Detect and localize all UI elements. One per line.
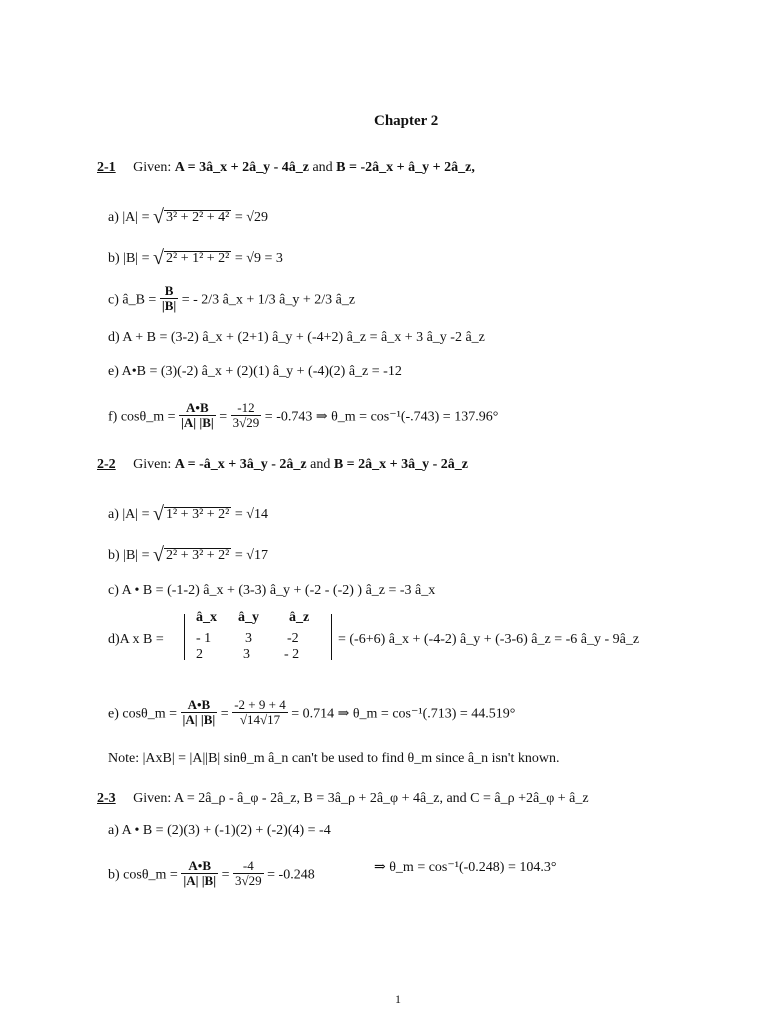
matrix-cell: 3 [245,631,252,646]
page-number: 1 [395,992,401,1006]
problem-2-1-f: f) cosθ_m = $\frac{A•B}{|A| |B|}$ = $\frac{-12}{3√29}$ = -0.743 ⇒ θ_m = cos⁻¹(-.743) = 137.96° [108,400,499,430]
matrix-cell: - 2 [284,647,300,662]
given-label: Given: [133,457,172,472]
sqrt-expression: √ 2² + 3² + 2² [153,544,230,566]
matrix-cell: â_y [238,610,259,625]
matrix-cell: 2 [196,647,203,662]
given-vector-b: B = 2â_x + 3â_y - 2â_z [333,457,469,472]
sqrt-expression: √ 3² + 2² + 4² [153,206,230,228]
result: = √14 [234,507,268,522]
problem-2-3-b: b) cosθ_m = $\frac{A•B}{|A| |B|}$ = $\frac{-4}{3√29}$ = -0.248 [108,858,315,888]
matrix-cell: -2 [287,631,299,646]
part-label: f) cosθ_m = [108,409,176,425]
result: = √29 [234,210,268,225]
result: = -0.743 ⇒ θ_m = cos⁻¹(-.743) = 137.96° [264,409,499,425]
fraction: $\frac{-2 + 9 + 4}{√14√17}$ [234,697,286,727]
problem-label: 2-1 [97,160,116,175]
fraction: $\frac{A•B}{|A| |B|}$ [183,858,217,888]
part-label: e) cosθ_m = [108,706,178,722]
problem-2-1-header [97,161,475,175]
matrix-cell: - 1 [196,631,212,646]
chapter-title: Chapter 2 [374,113,439,129]
problem-2-2-header [97,458,468,472]
problem-2-2-c: c) A • B = (-1-2) â_x + (3-3) â_y + (-2 - (-2) ) â_z = -3 â_x [108,583,436,598]
problem-2-3-b-angle: ⇒ θ_m = cos⁻¹(-0.248) = 104.3° [374,860,557,875]
given-and: and [310,457,331,472]
matrix-cell: â_z [289,610,310,625]
sqrt-expression: √ 1² + 3² + 2² [153,503,230,525]
determinant-bar-right [331,614,332,660]
part-label: b) |B| = [108,548,150,563]
problem-2-1-e: e) A•B = (3)(-2) â_x + (2)(1) â_y + (-4)(2) â_z = -12 [108,364,402,379]
problem-2-1-d: d) A + B = (3-2) â_x + (2+1) â_y + (-4+2) â_z = â_x + 3 â_y -2 â_z [108,330,485,345]
problem-2-1-c [108,283,356,315]
given-vectors: A = 2â_ρ - â_φ - 2â_z, B = 3â_ρ + 2â_φ + 4â_z, and C = â_ρ +2â_φ + â_z [174,791,589,806]
determinant-bar-left [184,614,185,660]
part-label: c) â_B = [108,292,157,308]
matrix-cell: â_x [196,610,217,625]
matrix-cell: 3 [243,647,250,662]
problem-2-3-header [97,792,589,806]
given-vector-a: A = -â_x + 3â_y - 2â_z [174,457,307,472]
problem-2-2-e: e) cosθ_m = $\frac{A•B}{|A| |B|}$ = $\frac{-2 + 9 + 4}{√14√17}$ = 0.714 ⇒ θ_m = cos⁻¹(.713) = 44.519° [108,697,516,727]
given-label: Given: [133,791,172,806]
problem-2-2-note: Note: |AxB| = |A||B| sinθ_m â_n can't be used to find θ_m since â_n isn't known. [108,751,560,766]
result: = √17 [234,548,268,563]
problem-2-2-d-result: = (-6+6) â_x + (-4-2) â_y + (-3-6) â_z = -6 â_y - 9â_z [338,632,640,647]
problem-2-1-a [108,205,268,228]
result: = -0.248 [267,867,315,883]
problem-label: 2-3 [97,791,116,806]
given-vector-a: A = 3â_x + 2â_y - 4â_z [174,160,309,175]
problem-2-2-a [108,502,268,525]
sqrt-expression: √ 2² + 1² + 2² [153,247,230,269]
part-label: a) |A| = [108,210,150,225]
result: = 0.714 ⇒ θ_m = cos⁻¹(.713) = 44.519° [291,706,516,722]
fraction: $\frac{A•B}{|A| |B|}$ [180,400,214,430]
fraction: $\frac{-4}{3√29}$ [235,858,262,888]
given-vector-b: B = -2â_x + â_y + 2â_z, [336,160,475,175]
fraction: $\frac{A•B}{|A| |B|}$ [182,697,216,727]
given-and: and [312,160,333,175]
part-label: b) |B| = [108,251,150,266]
result: = - 2/3 â_x + 1/3 â_y + 2/3 â_z [181,292,356,308]
problem-label: 2-2 [97,457,116,472]
part-label: b) cosθ_m = [108,867,178,883]
problem-2-1-b [108,246,283,269]
problem-2-2-d-label: d)A x B = [108,632,164,647]
part-label: a) |A| = [108,507,150,522]
fraction: $\frac{B}{|B|}$ [161,283,177,313]
result: = √9 = 3 [234,251,283,266]
problem-2-2-b [108,543,268,566]
problem-2-3-a: a) A • B = (2)(3) + (-1)(2) + (-2)(4) = -4 [108,823,331,838]
given-label: Given: [133,160,172,175]
fraction: $\frac{-12}{3√29}$ [232,400,260,430]
